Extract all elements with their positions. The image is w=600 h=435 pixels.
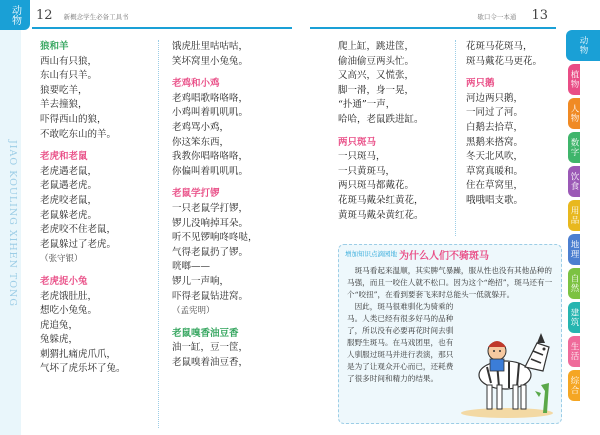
poem-line: 你这笨东西， — [172, 136, 230, 148]
poem-line: 偷油偷豆两头忙。 — [338, 55, 415, 67]
side-tab[interactable]: 数字 — [568, 132, 580, 163]
poem-column-4 — [466, 40, 566, 209]
side-tab[interactable]: 植物 — [568, 64, 580, 95]
side-tab[interactable]: 动物 — [566, 30, 600, 61]
poem-line: 老鸡唱歌咯咯咯， — [172, 92, 249, 104]
poem-line: 河边两只鹅， — [466, 92, 524, 104]
poem-line: 吓得老鼠钻进窝。 — [172, 290, 249, 302]
poem-line: 锣儿没响掉耳朵。 — [172, 217, 249, 229]
poem-line: 冬天北风吹， — [466, 151, 524, 163]
poem-line: 老鸡骂小鸡， — [172, 121, 230, 133]
poem-line: 气坏了虎乐坏了兔。 — [40, 363, 126, 375]
poem-line: 东山有只羊。 — [40, 70, 98, 82]
side-tab[interactable]: 建筑 — [568, 302, 580, 333]
poem-line: 一同过了河。 — [466, 107, 524, 119]
right-page-number: 13 — [531, 8, 548, 23]
side-tab[interactable]: 用品 — [568, 200, 580, 231]
poem-title: 两只斑马 — [338, 136, 377, 148]
poem-line: 吓得西山的狼， — [40, 113, 107, 125]
poem-line: 西山有只狼， — [40, 55, 98, 67]
poem-column-1 — [40, 40, 155, 377]
poem-line: 狼要吃羊， — [40, 84, 88, 96]
poem-line: 饿虎肚里咕咕咕， — [172, 41, 249, 52]
poem-title: 老虎和老鼠 — [40, 151, 88, 163]
poem-line: 又高兴，又慌张， — [338, 70, 415, 82]
poem-line: 老鼠躲老虎。 — [40, 209, 98, 221]
poem-line: 老虎饿肚肚， — [40, 290, 98, 302]
left-page-number: 12 — [36, 8, 53, 23]
right-header-rule — [310, 27, 556, 29]
poem-author: （张守银） — [40, 254, 83, 265]
poem-title: 老鸡和小鸡 — [172, 78, 220, 90]
poem-line: 兔躲虎， — [40, 334, 79, 346]
poem-line: 小鸡叫着叽叽叽。 — [172, 107, 249, 119]
poem-title: 两只鹅 — [466, 78, 495, 90]
side-tab[interactable]: 饮食 — [568, 166, 580, 197]
poem-line: 草窝真暖和。 — [466, 165, 524, 177]
poem-line: 锣儿一声响， — [172, 275, 230, 287]
poem-line: 羊去撞狼， — [40, 99, 88, 111]
poem-title: 老鼠学打锣 — [172, 188, 220, 200]
poem-line: 老鼠躲过了老虎。 — [40, 238, 117, 250]
poem-line: 脚一滑，身一晃， — [338, 84, 415, 96]
column-divider — [158, 40, 159, 428]
poem-line: 一只黄斑马， — [338, 165, 396, 177]
poem-line: 老虎遇老鼠， — [40, 165, 98, 177]
poem-line: 气得老鼠扔了锣。 — [172, 246, 249, 258]
poem-line: 一只斑马， — [338, 151, 386, 163]
poem-column-3 — [338, 40, 448, 223]
poem-line: 听不见锣响咚咚哒， — [172, 232, 258, 244]
poem-title: 老鼠嗅香油豆香 — [172, 327, 239, 339]
poem-line: 想吃小兔兔。 — [40, 305, 98, 317]
left-category-tab[interactable]: 动物 — [0, 0, 30, 30]
side-tab[interactable]: 生活 — [568, 336, 580, 367]
knowledge-box — [338, 244, 562, 424]
poem-line: 斑马戴花马更花。 — [466, 55, 543, 67]
left-book-title: 新概念学生必备工具书 — [63, 13, 129, 21]
poem-line: 不敢吃东山的羊。 — [40, 128, 117, 140]
poem-line: 哈哈，老鼠跌进缸。 — [338, 113, 424, 125]
poem-line: 两只斑马都戴花。 — [338, 180, 415, 192]
poem-line: 油一缸，豆一筐， — [172, 342, 249, 354]
right-page-header — [322, 4, 548, 24]
left-header-rule — [32, 27, 292, 29]
side-tab[interactable]: 自然 — [568, 268, 580, 299]
poem-line: 花斑马戴朵红黄花， — [338, 194, 424, 206]
poem-author: （孟宪明） — [172, 306, 215, 317]
poem-line: 黑鹅来搭窝。 — [466, 136, 524, 148]
left-vertical-pinyin: JIAO KOULING XIHEN TONG — [7, 140, 18, 307]
poem-line: 一只老鼠学打锣， — [172, 202, 249, 214]
poem-line: 老鼠遇老虎。 — [40, 180, 98, 192]
knowledge-paragraph: 因此，斑马很难驯化为骑乘的马。人类已经有很多好马的品种了，所以没有必要再花时间去驯服野生斑马。在马戏团里，也有人驯服过斑马并进行表演，那只是为了让观众开心而已，还耗费了很多时间和精力的结果。 — [347, 302, 454, 383]
poem-line: 咣啷—— — [172, 261, 211, 273]
poem-column-2 — [172, 40, 297, 370]
knowledge-box-title: 为什么人们不骑斑马 — [399, 251, 489, 262]
poem-line: 花斑马花斑马， — [466, 41, 533, 52]
side-tab[interactable]: 人物 — [568, 98, 580, 129]
right-section-title: 歇口令一本通 — [477, 13, 517, 21]
side-tab[interactable]: 地理 — [568, 234, 580, 265]
side-tab[interactable]: 综合 — [568, 370, 580, 401]
knowledge-paragraph: 斑马看起来温顺，其实脾气暴躁，服从性也没有其他品种的马强，而且一咬住人就不松口。因为这个“绝招”，斑马还有一个“咬扭”，在看到要套飞来时总能头一低就躲开。 — [347, 266, 553, 299]
column-divider — [455, 40, 456, 236]
poem-title: 老虎捉小兔 — [40, 275, 88, 287]
poem-line: 老鼠嗅着油豆香， — [172, 356, 249, 368]
poem-line: 老虎咬老鼠， — [40, 194, 98, 206]
poem-line: 笑坏窝里小兔兔。 — [172, 55, 249, 67]
category-tab-list — [568, 30, 600, 404]
knowledge-box-tag: 增加知识点滴园地 — [345, 250, 397, 258]
poem-title: 狼和羊 — [40, 41, 69, 52]
poem-line: 我教你唱咯咯咯， — [172, 151, 249, 163]
left-page-header — [36, 4, 306, 24]
poem-line: 爬上缸，跳进筐， — [338, 41, 415, 52]
poem-line: 黄斑马戴朵黄红花。 — [338, 209, 424, 221]
poem-line: 虎追兔， — [40, 319, 79, 331]
poem-line: 住在草窝里， — [466, 180, 524, 192]
poem-line: “扑通”一声， — [338, 99, 396, 111]
poem-line: 白鹅去拾草， — [466, 121, 524, 133]
poem-line: 哦哦唱支歌。 — [466, 194, 524, 206]
poem-line: 老虎咬不住老鼠， — [40, 224, 117, 236]
poem-line: 刺猬扎痛虎爪爪， — [40, 348, 117, 360]
zebra-rider-illustration — [457, 305, 557, 419]
poem-line: 你偏叫着叽叽叽。 — [172, 165, 249, 177]
